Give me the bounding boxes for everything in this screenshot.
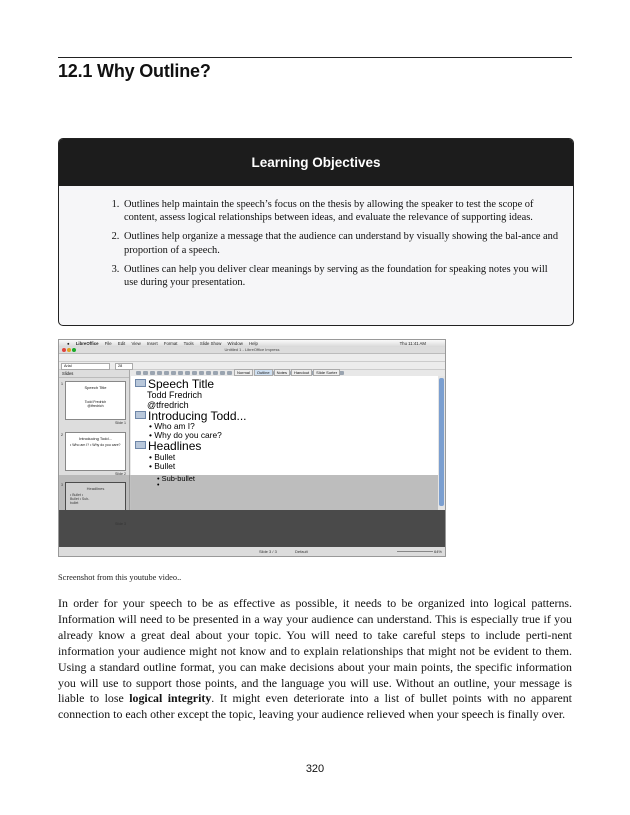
outline-title-text: Speech Title xyxy=(148,377,215,391)
slide-thumbnail-2[interactable] xyxy=(65,432,126,471)
standard-toolbar xyxy=(59,354,445,362)
overlay-band xyxy=(131,475,438,510)
objective-item: 3. Outlines can help you deliver clear meanings by serving as the foundation for speaking notes you will use during your presentation. xyxy=(122,263,559,289)
learning-objectives-box xyxy=(58,138,574,326)
mac-menubar xyxy=(59,340,445,347)
menu-app: LibreOffice xyxy=(75,341,99,346)
slide-icon xyxy=(135,411,146,419)
impress-screenshot xyxy=(58,339,446,557)
bullet-text: Sub-bullet xyxy=(161,474,195,483)
bullet-text: Bullet xyxy=(154,452,176,462)
menubar-clock: Thu 11:41 AM xyxy=(399,341,426,346)
menu-format: Format xyxy=(163,341,178,346)
tab-slide-sorter[interactable]: Slide Sorter xyxy=(313,369,340,376)
menu-slideshow: Slide Show xyxy=(199,341,222,346)
menu-window: Window xyxy=(227,341,243,346)
outline-bullet[interactable]: • Who am I? xyxy=(149,421,195,431)
figure-caption: Screenshot from this youtube video.. xyxy=(58,573,182,582)
font-name-box: Arial xyxy=(61,363,110,370)
vertical-scrollbar[interactable] xyxy=(438,376,445,510)
menu-help: Help xyxy=(249,341,258,346)
outline-bullet[interactable]: • Bullet xyxy=(149,452,176,462)
thumb-title: Introducing Todd... xyxy=(79,436,112,441)
menu-insert: Insert xyxy=(146,341,158,346)
outline-sub-bullet[interactable]: • Sub-bullet xyxy=(157,474,195,483)
section-rule xyxy=(58,57,572,58)
body-text-part1: In order for your speech to be as effective as possible, it needs to be organized into logical patterns. Information will need to be presented in a way your audience can understand. This is especially true if you already know a great deal about your topic. You will need to take careful steps to include perti-nent information your audience might not know and to explain relationships that might not be evident to them. Using a standard outline format, you can make decisions about your main points, the specific information you will use to support those points, and the language you will use. Without an outline, your message is liable to lose xyxy=(58,596,572,706)
tab-handout[interactable]: Handout xyxy=(291,369,312,376)
slide-icon xyxy=(135,441,146,449)
overlay-band-left xyxy=(59,475,131,510)
window-title: Untitled 1 - LibreOffice Impress xyxy=(224,347,280,352)
apple-icon: ● xyxy=(67,341,70,346)
slide-thumbnail-1[interactable] xyxy=(65,381,126,420)
bullet-text: Who am I? xyxy=(154,421,195,431)
zoom-slider[interactable] xyxy=(397,551,433,552)
status-slide: Slide 3 / 3 xyxy=(259,549,277,554)
thumb-title: Speech Title xyxy=(84,385,107,390)
video-overlay xyxy=(59,510,445,547)
outline-text[interactable]: Todd Fredrich xyxy=(147,390,203,400)
outline-bullet[interactable]: • Why do you care? xyxy=(149,430,222,440)
learning-objectives-heading: Learning Objectives xyxy=(59,139,573,186)
menu-tools: Tools xyxy=(183,341,194,346)
menu-edit: Edit xyxy=(117,341,126,346)
objective-item: 2. Outlines help organize a message that the audience can understand by visually showing the bal-ance and proportion of a speech. xyxy=(122,230,559,256)
tab-notes[interactable]: Notes xyxy=(274,369,290,376)
thumb-number: 3 xyxy=(61,483,63,487)
outline-empty-bullet[interactable]: • xyxy=(157,482,160,489)
thumb-body: • Bullet • Bullet • Sub-bullet xyxy=(70,493,90,505)
thumb-number: 2 xyxy=(61,433,63,437)
thumb-body: Todd Fredrich @tfredrich xyxy=(84,400,107,408)
thumb-label: Slide 2 xyxy=(115,472,126,476)
slides-pane-label: Slides xyxy=(59,370,129,378)
outline-view[interactable] xyxy=(131,376,438,475)
outline-title-text: Introducing Todd... xyxy=(148,409,247,423)
body-paragraph xyxy=(58,596,572,723)
slide-icon xyxy=(135,379,146,387)
thumb-label: Slide 3 xyxy=(115,522,126,526)
status-layout: Default xyxy=(295,549,308,554)
bullet-text: Bullet xyxy=(154,461,176,471)
outline-bullet[interactable]: • Bullet xyxy=(149,461,176,471)
page-number: 320 xyxy=(305,763,325,775)
outline-slide-title[interactable] xyxy=(135,378,214,390)
view-tabs xyxy=(234,369,341,376)
outline-text[interactable]: @tfredrich xyxy=(147,400,189,410)
objectives-list xyxy=(59,186,573,289)
menu-file: File xyxy=(104,341,112,346)
objective-item: 1. Outlines help maintain the speech’s focus on the thesis by allowing the speaker to test the scope of content, assess logical relationships between ideas, and evaluate the relevance of supporting ideas. xyxy=(122,198,559,224)
window-titlebar xyxy=(59,347,445,354)
body-text-part2: . It might even deteriorate into a list of bullet points with no apparent connection to each other except the topic, leaving your audience relieved when your speech is finally over. xyxy=(58,691,572,722)
body-bold-term: logical integrity xyxy=(129,691,212,706)
font-size-box: 28 xyxy=(115,363,133,370)
thumb-number: 1 xyxy=(61,382,63,386)
outline-title-text: Headlines xyxy=(148,439,202,453)
status-bar xyxy=(59,547,445,556)
tab-normal[interactable]: Normal xyxy=(234,369,253,376)
menu-view: View xyxy=(131,341,141,346)
bullet-text: Why do you care? xyxy=(154,430,222,440)
section-title: 12.1 Why Outline? xyxy=(58,61,211,81)
tab-outline[interactable]: Outline xyxy=(254,369,273,376)
thumb-body: • Who am I? • Why do you care? xyxy=(70,443,121,447)
status-zoom: 64% xyxy=(433,549,442,554)
thumb-label: Slide 1 xyxy=(115,421,126,425)
thumb-title: Headlines xyxy=(86,486,105,491)
outline-slide-title[interactable] xyxy=(135,440,201,452)
